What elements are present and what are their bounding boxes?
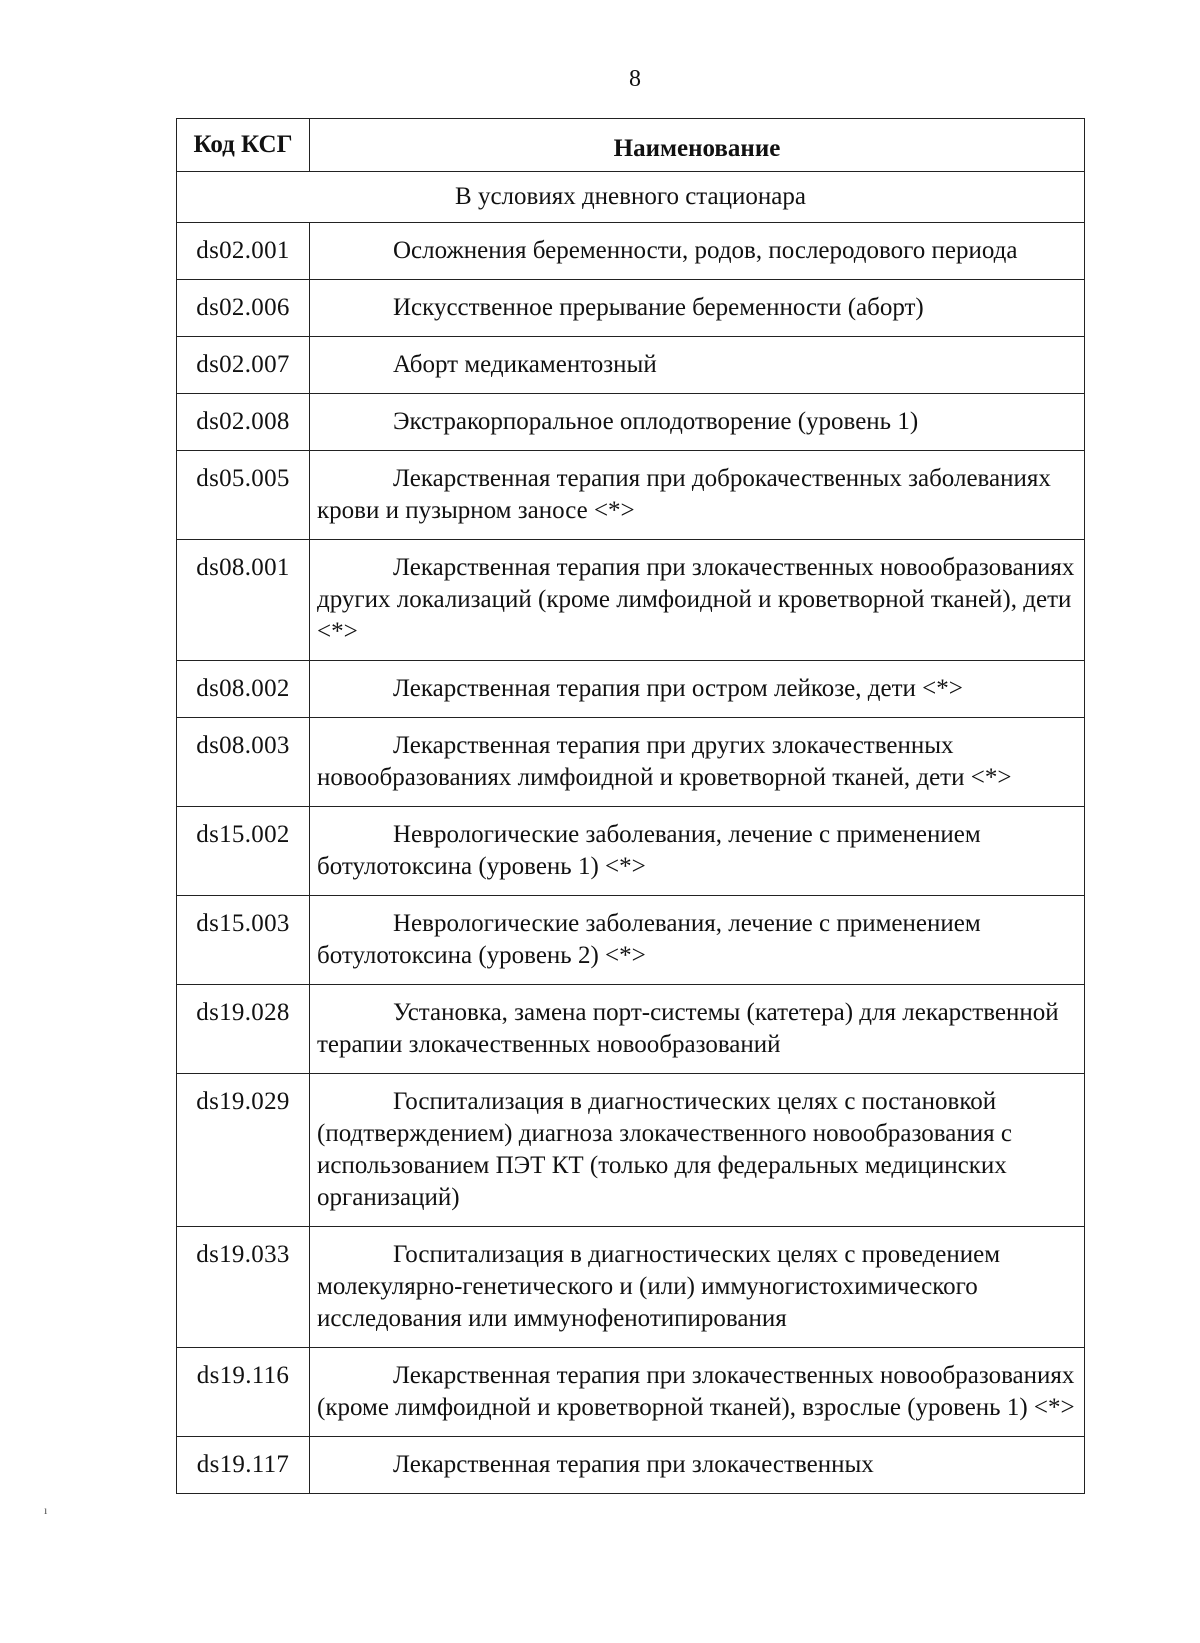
table-row	[177, 896, 1085, 985]
ksg-code: ds08.001	[177, 540, 310, 661]
table-row	[177, 661, 1085, 718]
table-row	[177, 540, 1085, 661]
ksg-code: ds15.003	[177, 896, 310, 985]
ksg-code: ds15.002	[177, 807, 310, 896]
table-row	[177, 337, 1085, 394]
ksg-name: Лекарственная терапия при доброкачественных заболеваниях крови и пузырном заносе <*>	[310, 451, 1085, 540]
ksg-name: Лекарственная терапия при остром лейкозе, дети <*>	[310, 661, 1085, 718]
table-header-row	[177, 119, 1085, 172]
table-row	[177, 280, 1085, 337]
header-name: Наименование	[310, 119, 1085, 172]
page-number: 8	[629, 66, 641, 92]
section-title: В условиях дневного стационара	[177, 172, 1085, 223]
table-row	[177, 985, 1085, 1074]
ksg-name: Экстракорпоральное оплодотворение (уровень 1)	[310, 394, 1085, 451]
section-row	[177, 172, 1085, 223]
table-row	[177, 223, 1085, 280]
table-row	[177, 1227, 1085, 1348]
ksg-name: Осложнения беременности, родов, послеродового периода	[310, 223, 1085, 280]
ksg-name: Госпитализация в диагностических целях с постановкой (подтверждением) диагноза злокачественного новообразования с использованием ПЭТ КТ (только для федеральных медицинских организаций)	[310, 1074, 1085, 1227]
header-code: Код КСГ	[177, 119, 310, 172]
ksg-code: ds02.006	[177, 280, 310, 337]
ksg-name: Лекарственная терапия при злокачественных новообразованиях других локализаций (кроме лимфоидной и кроветворной тканей), дети <*>	[310, 540, 1085, 661]
ksg-code: ds02.008	[177, 394, 310, 451]
ksg-code: ds19.029	[177, 1074, 310, 1227]
ksg-name: Лекарственная терапия при злокачественных новообразованиях (кроме лимфоидной и кроветворной тканей), взрослые (уровень 1) <*>	[310, 1348, 1085, 1437]
table-row	[177, 1074, 1085, 1227]
ksg-code: ds19.116	[177, 1348, 310, 1437]
table-row	[177, 451, 1085, 540]
ksg-name: Неврологические заболевания, лечение с применением ботулотоксина (уровень 1) <*>	[310, 807, 1085, 896]
table-row	[177, 718, 1085, 807]
table-row	[177, 394, 1085, 451]
ksg-code: ds08.003	[177, 718, 310, 807]
table-row	[177, 1437, 1085, 1494]
table-row	[177, 807, 1085, 896]
ksg-name: Лекарственная терапия при злокачественных	[310, 1437, 1085, 1494]
margin-mark: ı	[44, 1503, 48, 1517]
ksg-code: ds19.033	[177, 1227, 310, 1348]
ksg-code: ds19.117	[177, 1437, 310, 1494]
ksg-name: Аборт медикаментозный	[310, 337, 1085, 394]
table-row	[177, 1348, 1085, 1437]
ksg-code: ds02.001	[177, 223, 310, 280]
ksg-name: Неврологические заболевания, лечение с применением ботулотоксина (уровень 2) <*>	[310, 896, 1085, 985]
ksg-code: ds08.002	[177, 661, 310, 718]
ksg-table	[176, 118, 1085, 1494]
ksg-code: ds05.005	[177, 451, 310, 540]
ksg-name: Госпитализация в диагностических целях с проведением молекулярно-генетического и (или) иммуногистохимического исследования или иммунофенотипирования	[310, 1227, 1085, 1348]
ksg-code: ds19.028	[177, 985, 310, 1074]
ksg-name: Искусственное прерывание беременности (аборт)	[310, 280, 1085, 337]
ksg-code: ds02.007	[177, 337, 310, 394]
ksg-name: Лекарственная терапия при других злокачественных новообразованиях лимфоидной и кроветворной тканей, дети <*>	[310, 718, 1085, 807]
ksg-name: Установка, замена порт-системы (катетера) для лекарственной терапии злокачественных новообразований	[310, 985, 1085, 1074]
